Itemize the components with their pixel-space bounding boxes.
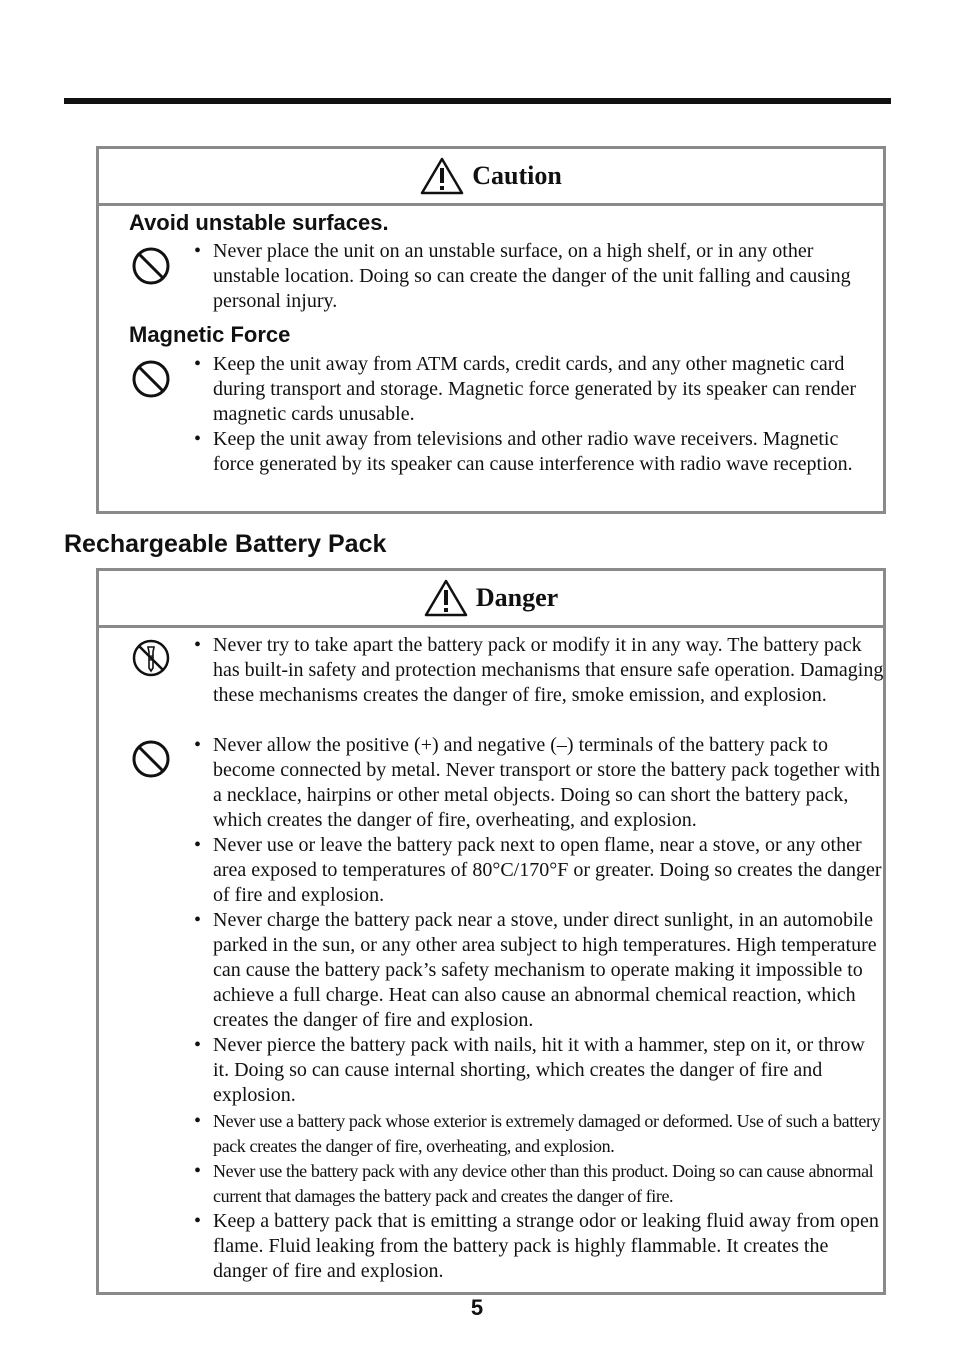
no-disassembly-icon xyxy=(131,638,171,678)
danger-header xyxy=(99,571,883,628)
prohibited-icon xyxy=(131,246,171,286)
list-item: • Never charge the battery pack near a stove, under direct sunlight, in an automobile parked in the sun, or any other area subject to high temperatures. High temperature can cause the battery pack’s safety mechanism to operate making it impossible to achieve a full charge. Heat can also cause an abnormal chemical reaction, which creates the danger of fire and explosion. xyxy=(194,909,877,1031)
prohibited-icon xyxy=(131,739,171,779)
danger-title: Danger xyxy=(475,583,559,612)
list-item: • Never use the battery pack with any device other than this product. Doing so can cause abnormal current that damages the battery pack and creates the danger of fire. xyxy=(194,1160,874,1206)
list-item: • Keep a battery pack that is emitting a strange odor or leaking fluid away from open flame. Fluid leaking from the battery pack is highly flammable. It creates the danger of fire and explosion. xyxy=(194,1210,879,1282)
list-item: • Keep the unit away from ATM cards, credit cards, and any other magnetic card during transport and storage. Magnetic force generated by its speaker can render magnetic cards unusable. xyxy=(194,353,857,425)
warning-triangle-icon xyxy=(424,579,468,617)
caution-header xyxy=(99,149,883,206)
list-item: • Never try to take apart the battery pack or modify it in any way. The battery pack has built-in safety and protection mechanisms that ensure safe operation. Damaging these mechanisms creates the danger of fire, smoke emission, and explosion. xyxy=(194,634,884,706)
section-title: Rechargeable Battery Pack xyxy=(64,530,387,558)
subheading-magnetic: Magnetic Force xyxy=(129,322,291,347)
list-item: • Never use or leave the battery pack next to open flame, near a stove, or any other area exposed to temperatures of 80°C/170°F or greater. Doing so creates the danger of fire and explosion. xyxy=(194,834,882,906)
page-number: 5 xyxy=(470,1295,484,1320)
list-item: • Never allow the positive (+) and negative (–) terminals of the battery pack to become connected by metal. Never transport or store the battery pack together with a necklace, hairpins or other metal objects. Doing so can short the battery pack, which creates the danger of fire, overheating, and explosion. xyxy=(194,734,880,831)
top-rule xyxy=(64,98,891,104)
prohibited-icon xyxy=(131,359,171,399)
caution-title: Caution xyxy=(472,161,562,190)
list-item: • Never use a battery pack whose exterior is extremely damaged or deformed. Use of such a battery pack creates the danger of fire, overheating, and explosion. xyxy=(194,1110,881,1156)
warning-triangle-icon xyxy=(420,157,464,195)
subheading-unstable: Avoid unstable surfaces. xyxy=(129,210,389,235)
list-item: • Never pierce the battery pack with nails, hit it with a hammer, step on it, or throw it. Doing so can cause internal shorting, which creates the danger of fire and explosion. xyxy=(194,1034,865,1106)
list-item: • Never place the unit on an unstable surface, on a high shelf, or in any other unstable location. Doing so can create the danger of the unit falling and causing personal injury. xyxy=(194,240,851,312)
list-item: • Keep the unit away from televisions and other radio wave receivers. Magnetic force generated by its speaker can cause interference with radio wave reception. xyxy=(194,428,853,475)
